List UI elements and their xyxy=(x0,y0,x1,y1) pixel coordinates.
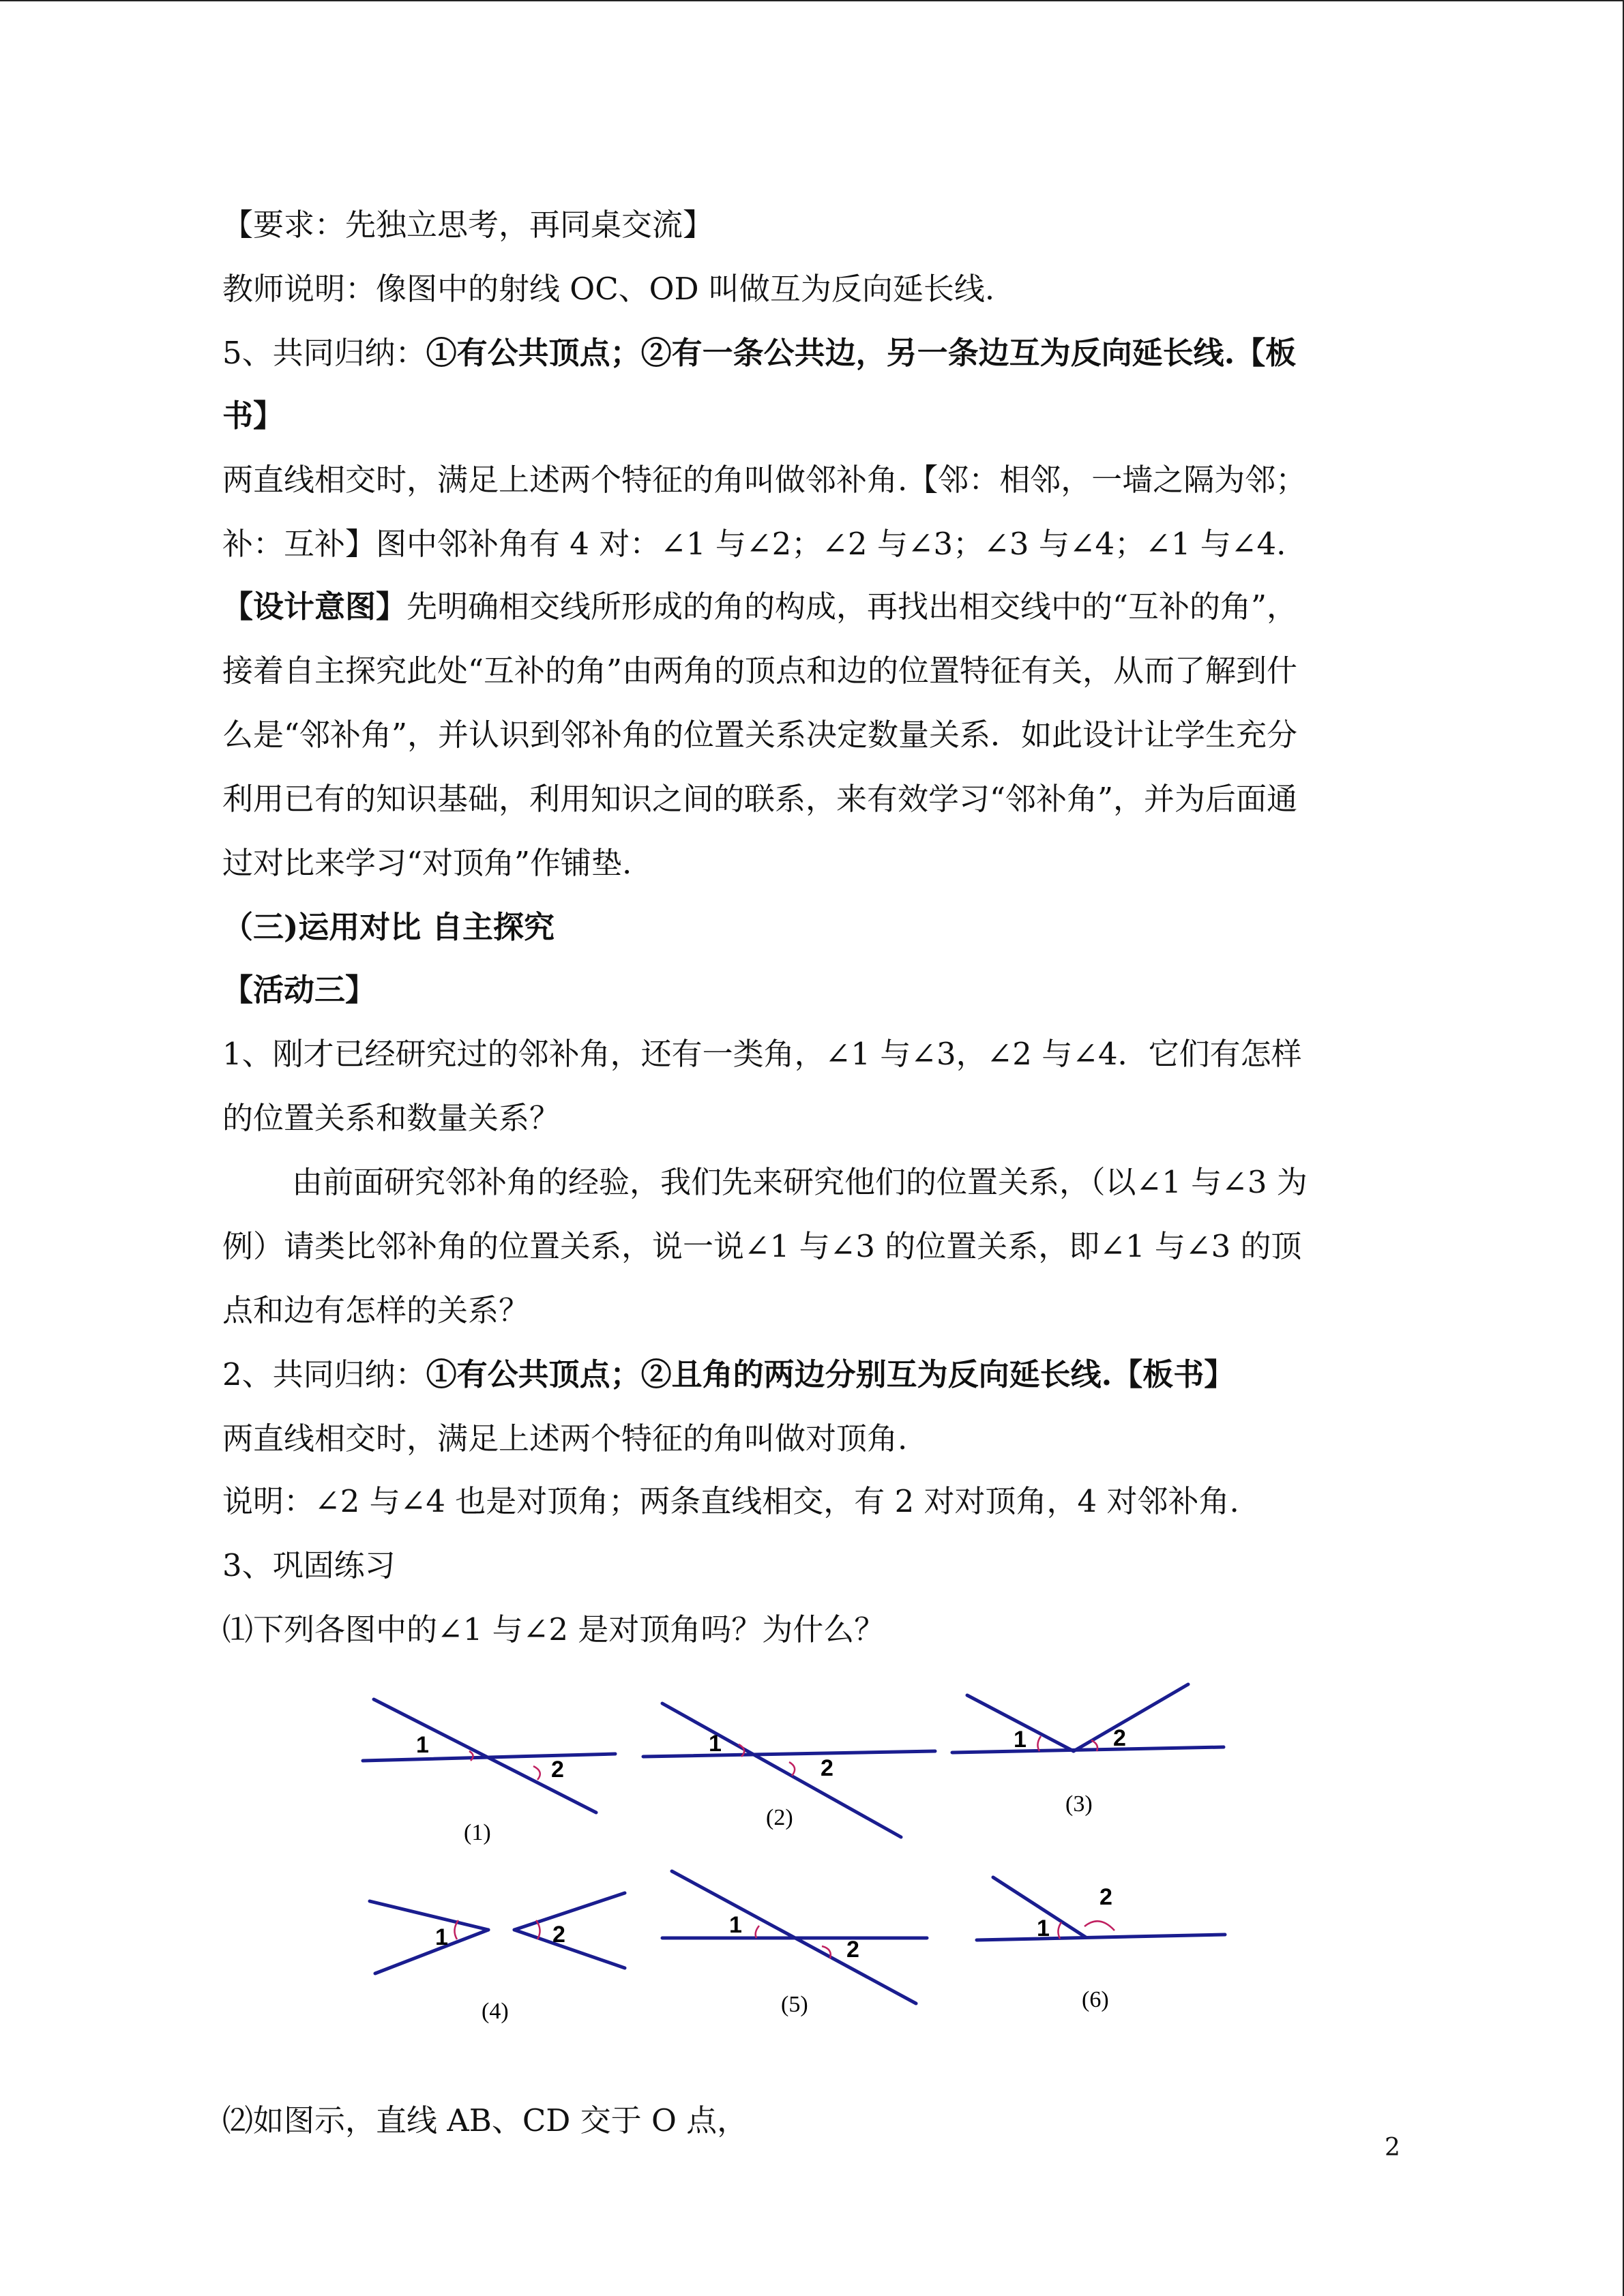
figure-5-label-1: 1 xyxy=(729,1912,742,1938)
figure-4-label-1: 1 xyxy=(435,1924,448,1950)
text-line-design-2: 接着自主探究此处“互补的角”由两角的顶点和边的位置特征有关，从而了解到什 xyxy=(222,653,1298,689)
figure-2 xyxy=(638,1691,945,1848)
summary-5-prefix: 5、共同归纳： xyxy=(222,335,426,371)
figure-4 xyxy=(355,1882,641,2032)
text-line-board-note: 书】 xyxy=(222,398,284,434)
figure-6-label-1: 1 xyxy=(1037,1915,1050,1941)
figure-4-ray-a xyxy=(370,1901,488,1930)
figure-3-caption: (3) xyxy=(1065,1791,1093,1817)
text-line-requirement: 【要求：先独立思考，再同桌交流】 xyxy=(222,207,714,243)
text-line-adjacent-pairs: 补：互补】图中邻补角有 4 对：∠1 与∠2；∠2 与∠3；∠3 与∠4；∠1 与∠4. xyxy=(222,526,1286,562)
figure-3-label-2: 2 xyxy=(1113,1725,1126,1751)
figure-6-label-2: 2 xyxy=(1099,1884,1112,1910)
figure-1 xyxy=(355,1684,628,1855)
activity-heading: 【活动三】 xyxy=(222,972,377,1008)
text-line-design-5: 过对比来学习“对顶角”作铺垫. xyxy=(222,845,632,881)
text-line-definition-adjacent: 两直线相交时，满足上述两个特征的角叫做邻补角.【邻：相邻，一墙之隔为邻； xyxy=(222,462,1307,498)
figure-3-label-1: 1 xyxy=(1014,1727,1027,1753)
text-line-explore-3: 点和边有怎样的关系？ xyxy=(222,1292,530,1328)
summary-2-bold: ①有公共顶点；②且角的两边分别互为反向延长线.【板书】 xyxy=(426,1356,1235,1392)
figure-1-label-1: 1 xyxy=(416,1732,429,1758)
figure-4-ray-d xyxy=(514,1930,625,1968)
figure-4-ray-c xyxy=(514,1893,625,1930)
figure-1-caption: (1) xyxy=(464,1820,491,1845)
figure-2-label-2: 2 xyxy=(821,1755,833,1781)
summary-2-prefix: 2、共同归纳： xyxy=(222,1356,426,1392)
text-line-summary-2 xyxy=(222,1354,1235,1395)
text-line-practice: 3、巩固练习 xyxy=(222,1547,396,1583)
figure-3-line-a xyxy=(952,1747,1224,1753)
text-line-explanation: 说明：∠2 与∠4 也是对顶角；两条直线相交，有 2 对对顶角，4 对邻补角. xyxy=(222,1483,1239,1519)
figure-2-label-1: 1 xyxy=(709,1731,722,1757)
page-number: 2 xyxy=(1385,2134,1400,2162)
figure-2-line-a xyxy=(643,1751,935,1757)
figure-3-arc-1 xyxy=(1037,1736,1041,1751)
summary-5-bold: ①有公共顶点；②有一条公共边，另一条边互为反向延长线.【板 xyxy=(426,335,1297,371)
text-line-explore-2: 例）请类比邻补角的位置关系，说一说∠1 与∠3 的位置关系，即∠1 与∠3 的顶 xyxy=(222,1228,1302,1264)
figure-2-caption: (2) xyxy=(766,1805,793,1830)
figure-4-label-2: 2 xyxy=(552,1922,565,1948)
figure-1-label-2: 2 xyxy=(551,1757,564,1783)
text-line-definition-vertical: 两直线相交时，满足上述两个特征的角叫做对顶角. xyxy=(222,1420,908,1457)
figure-6-arc-2 xyxy=(1084,1921,1114,1930)
text-line-exercise-2: ⑵如图示，直线 AB、CD 交于 O 点， xyxy=(222,2102,748,2138)
design-intent-text: 先明确相交线所形成的角的构成，再找出相交线中的“互补的角”， xyxy=(407,588,1298,625)
figure-3 xyxy=(948,1678,1235,1828)
figure-4-caption: (4) xyxy=(482,1999,509,2024)
page-top-border xyxy=(0,0,1623,1)
figure-5 xyxy=(658,1862,945,2018)
figure-5-caption: (5) xyxy=(781,1992,808,2017)
figure-6-caption: (6) xyxy=(1082,1987,1109,2012)
figure-6-arc-1 xyxy=(1058,1922,1061,1939)
figure-5-arc-1 xyxy=(756,1926,759,1938)
text-line-question-1b: 的位置关系和数量关系？ xyxy=(222,1100,561,1136)
figure-6 xyxy=(969,1865,1235,2022)
figure-5-label-2: 2 xyxy=(846,1937,859,1963)
text-line-design-4: 利用已有的知识基础，利用知识之间的联系，来有效学习“邻补角”，并为后面通 xyxy=(222,781,1298,817)
text-line-question-1: 1、刚才已经研究过的邻补角，还有一类角，∠1 与∠3，∠2 与∠4．它们有怎样 xyxy=(222,1036,1302,1072)
figure-6-line-a xyxy=(977,1935,1225,1940)
text-line-design-intent xyxy=(222,586,1297,627)
text-line-teacher-note: 教师说明：像图中的射线 OC、OD 叫做互为反向延长线. xyxy=(222,271,995,307)
text-line-design-3: 么是“邻补角”，并认识到邻补角的位置关系决定数量关系．如此设计让学生充分 xyxy=(222,717,1298,753)
section-heading-3: （三)运用对比 自主探究 xyxy=(222,909,555,945)
design-intent-label: 【设计意图】 xyxy=(222,588,407,625)
figure-3-ray-right xyxy=(1074,1684,1188,1751)
text-line-explore: 由前面研究邻补角的经验，我们先来研究他们的位置关系，（以∠1 与∠3 为 xyxy=(292,1164,1308,1200)
text-line-summary-5 xyxy=(222,333,1296,374)
text-line-exercise-1: ⑴下列各图中的∠1 与∠2 是对顶角吗？为什么？ xyxy=(222,1611,885,1648)
figure-1-arc-2 xyxy=(533,1766,540,1780)
figure-4-ray-b xyxy=(375,1930,488,1973)
